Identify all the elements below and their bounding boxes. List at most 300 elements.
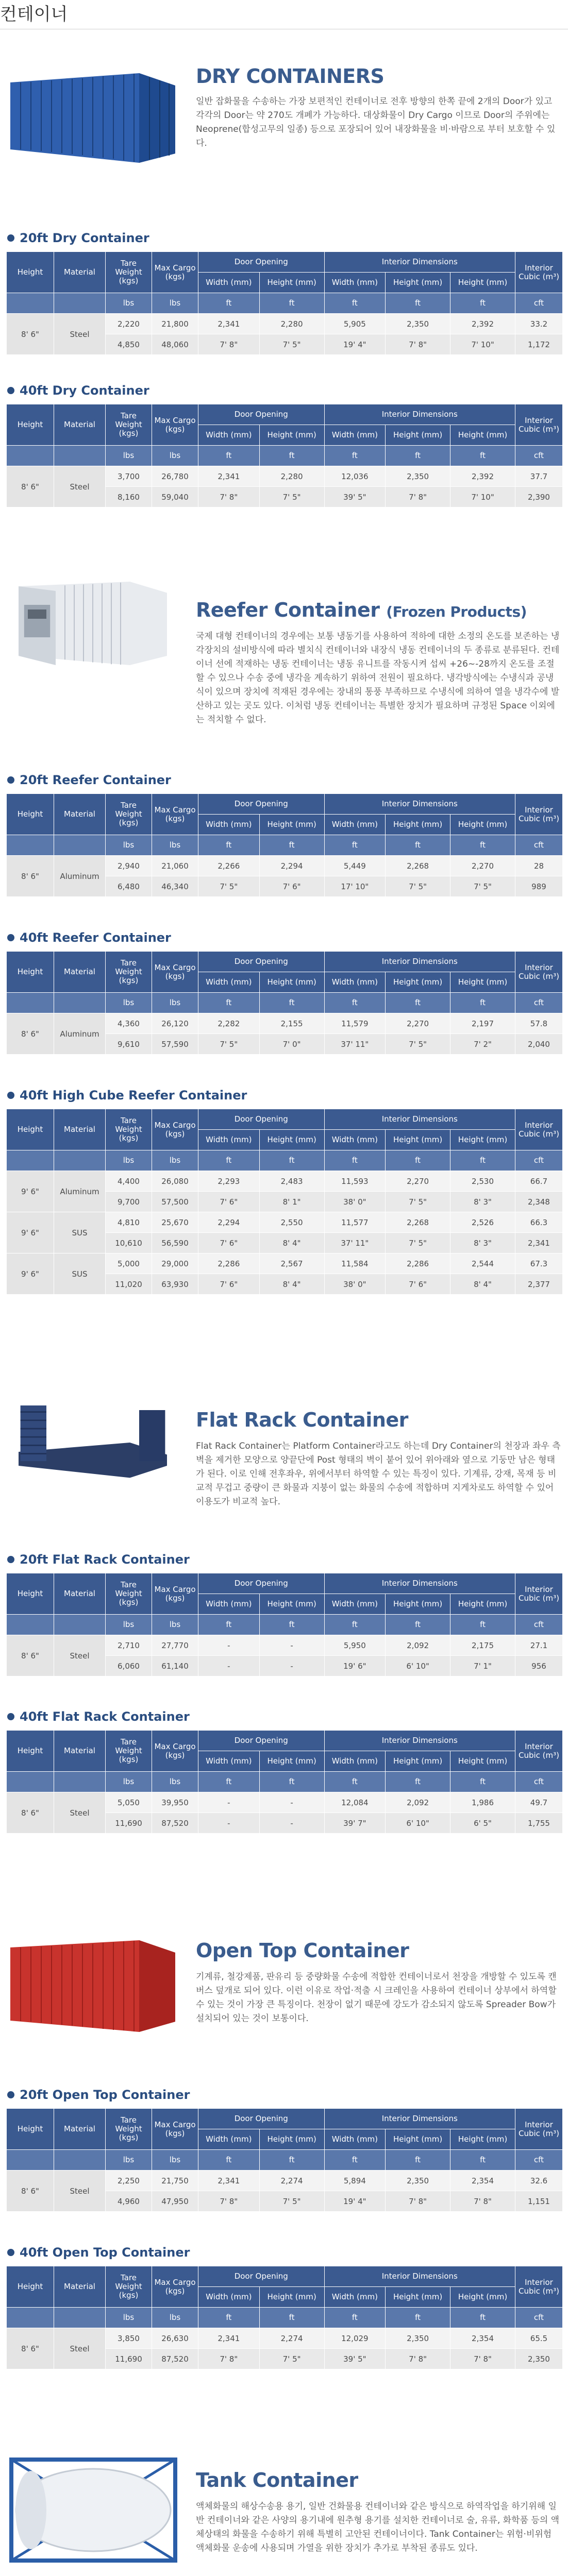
- table-cell: 27.1: [515, 1635, 563, 1656]
- table-header-cell: Door Opening: [198, 2109, 325, 2129]
- table-cell: 7' 6": [198, 1192, 260, 1212]
- table-header-cell: ft: [198, 293, 260, 314]
- page-title: 컨테이너: [0, 4, 68, 25]
- table-cell: 49.7: [515, 1792, 563, 1813]
- table-cell: 2,155: [259, 1013, 324, 1034]
- table-header-cell: Height: [7, 1573, 54, 1615]
- table-header-cell: Width (mm): [324, 273, 386, 293]
- table-header-cell: ft: [198, 1772, 260, 1792]
- table-header-cell: [7, 2150, 54, 2171]
- table-header-cell: [54, 1150, 106, 1171]
- dry-description: 일반 잡화물을 수송하는 가장 보편적인 컨테이너로 전후 방향의 한쪽 끝에 2개의 Door가 있고 각각의 Door는 약 270도 개폐가 가능하다. 대상화물이 Dry Cargo 이므로 Door의 주위에는 Neoprene(합성고무의 일종) 등으로 포장되어 있어 내장화물을 비·바람으로 부터 보호할 수 있다.: [196, 96, 556, 148]
- dry-container-image: [5, 62, 180, 165]
- table-cell: 989: [515, 876, 563, 897]
- table-cell: 8' 6": [7, 466, 54, 507]
- table-header-cell: Height (mm): [450, 1594, 515, 1615]
- open-title: Open Top Container: [196, 1939, 409, 1962]
- table-cell: 56,590: [152, 1233, 198, 1253]
- table-cell: 6,480: [106, 876, 152, 897]
- table-row: [7, 856, 563, 876]
- table-header-cell: Interior Dimensions: [324, 2109, 515, 2129]
- table-header-cell: Door Opening: [198, 2266, 325, 2287]
- table-cell: 2,348: [515, 1192, 563, 1212]
- table-cell: 37' 11": [324, 1034, 386, 1055]
- table-header-cell: ft: [386, 293, 450, 314]
- table-cell: 2,341: [198, 466, 260, 487]
- table-cell: 7' 5": [259, 2349, 324, 2369]
- table-cell: 2,270: [450, 856, 515, 876]
- section-title-reefer40: 40ft Reefer Container: [7, 930, 171, 945]
- table-header-cell: lbs: [106, 446, 152, 466]
- table-cell: 7' 0": [259, 1034, 324, 1055]
- table-cell: SUS: [54, 1212, 106, 1253]
- table-header-cell: ft: [386, 993, 450, 1013]
- bullet-icon: [7, 934, 14, 941]
- table-header-cell: ft: [198, 1150, 260, 1171]
- table-header-cell: [7, 293, 54, 314]
- table-cell: 7' 8": [386, 334, 450, 355]
- table-header-cell: ft: [324, 2150, 386, 2171]
- table-cell: 11,584: [324, 1253, 386, 1274]
- table-header-cell: Width (mm): [198, 2129, 260, 2150]
- flat-rack-container-image: [5, 1396, 180, 1489]
- table-cell: 7' 5": [259, 2191, 324, 2212]
- table-cell: 956: [515, 1656, 563, 1676]
- table-cell: -: [198, 1656, 260, 1676]
- section-title-dry40: 40ft Dry Container: [7, 383, 149, 398]
- table-cell: 39' 5": [324, 2349, 386, 2369]
- table-cell: -: [198, 1813, 260, 1834]
- table-cell: 2,175: [450, 1635, 515, 1656]
- table-cell: 2,483: [259, 1171, 324, 1192]
- bullet-icon: [7, 387, 14, 394]
- table-cell: -: [198, 1792, 260, 1813]
- bullet-icon: [7, 1556, 14, 1563]
- table-cell: 7' 8": [198, 2191, 260, 2212]
- table-header-cell: Width (mm): [198, 1751, 260, 1772]
- col-height: Height: [7, 252, 54, 293]
- table-header-cell: Material: [54, 404, 106, 446]
- table-header-cell: ft: [324, 1772, 386, 1792]
- table-cell: 67.3: [515, 1253, 563, 1274]
- table-header-cell: ft: [198, 2308, 260, 2328]
- table-cell: 2,350: [386, 2171, 450, 2191]
- table-header-cell: Max Cargo (kgs): [152, 404, 198, 446]
- table-header-cell: lbs: [106, 2150, 152, 2171]
- table-cell: 2,377: [515, 1274, 563, 1295]
- table-cell: 4,960: [106, 2191, 152, 2212]
- table-cell: Steel: [54, 314, 106, 355]
- table-row: [7, 1253, 563, 1274]
- table-header-cell: lbs: [106, 2308, 152, 2328]
- spec-table-reefer20: [6, 793, 563, 897]
- table-header-cell: ft: [386, 1772, 450, 1792]
- table-header-cell: Door Opening: [198, 1573, 325, 1594]
- table-cell: 3,700: [106, 466, 152, 487]
- table-header-cell: Width (mm): [198, 1594, 260, 1615]
- table-header-cell: Height (mm): [259, 273, 324, 293]
- table-cell: 26,080: [152, 1171, 198, 1192]
- table-cell: 2,294: [259, 856, 324, 876]
- table-header-cell: Interior Cubic (m³): [515, 1109, 563, 1150]
- table-header-cell: ft: [324, 2308, 386, 2328]
- tank-description: 액체화물의 해상수송용 용기, 일반 건화물용 컨테이너와 같은 방식으로 하역작업을 하기위해 일반 컨테이너와 같은 사양의 용기내에 원추형 용기를 설치한 컨테이너로 술, 유류, 화학품 등의 액체상태의 화물을 수송하기 위해 특별히 고안된 컨테이너이다. Tank Container는 위험·비위험 액체화물 운송에 사용되며 가열을 위한 장치가 추가로 부착된 종류도 있다.: [196, 2501, 560, 2553]
- table-header-cell: ft: [259, 1150, 324, 1171]
- table-header-cell: ft: [324, 293, 386, 314]
- table-header-cell: Material: [54, 1731, 106, 1772]
- table-header-cell: Interior Cubic (m³): [515, 1731, 563, 1772]
- table-cell: Steel: [54, 466, 106, 507]
- table-header-cell: Height (mm): [450, 273, 515, 293]
- table-header-cell: Interior Dimensions: [324, 794, 515, 815]
- bullet-icon: [7, 234, 14, 242]
- table-header-cell: ft: [324, 835, 386, 856]
- table-cell: 9' 6": [7, 1212, 54, 1253]
- table-cell: 87,520: [152, 1813, 198, 1834]
- table-cell: 2,341: [515, 1233, 563, 1253]
- table-cell: 7' 10": [450, 334, 515, 355]
- table-header-cell: [7, 446, 54, 466]
- table-header-cell: lbs: [152, 1772, 198, 1792]
- table-header-cell: Interior Cubic (m³): [515, 952, 563, 993]
- table-cell: 9' 6": [7, 1253, 54, 1295]
- section-title-flat20: 20ft Flat Rack Container: [7, 1552, 190, 1567]
- table-header-cell: Door Opening: [198, 404, 325, 425]
- table-cell: 5,905: [324, 314, 386, 334]
- table-cell: 11,593: [324, 1171, 386, 1192]
- table-cell: 7' 6": [198, 1233, 260, 1253]
- table-header-cell: Interior Dimensions: [324, 404, 515, 425]
- table-header-cell: lbs: [152, 2308, 198, 2328]
- table-header-cell: Height (mm): [450, 425, 515, 446]
- table-cell: 39' 7": [324, 1813, 386, 1834]
- table-header-cell: Width (mm): [198, 273, 260, 293]
- table-cell: 39,950: [152, 1792, 198, 1813]
- table-cell: Aluminum: [54, 1013, 106, 1055]
- table-cell: 2,350: [386, 2328, 450, 2349]
- bullet-icon: [7, 1713, 14, 1720]
- table-header-cell: ft: [259, 446, 324, 466]
- table-row: [7, 1171, 563, 1192]
- table-cell: SUS: [54, 1253, 106, 1295]
- table-cell: 21,060: [152, 856, 198, 876]
- table-header-cell: ft: [198, 446, 260, 466]
- col-interior: Interior Dimensions: [324, 252, 515, 273]
- table-cell: 2,092: [386, 1635, 450, 1656]
- table-header-cell: ft: [259, 1615, 324, 1635]
- table-cell: 19' 6": [324, 1656, 386, 1676]
- table-cell: 1,986: [450, 1792, 515, 1813]
- table-header-cell: ft: [259, 835, 324, 856]
- table-header-cell: Tare Weight (kgs): [106, 952, 152, 993]
- table-cell: 25,670: [152, 1212, 198, 1233]
- table-cell: 2,341: [198, 314, 260, 334]
- table-cell: 2,390: [515, 487, 563, 507]
- table-cell: 4,360: [106, 1013, 152, 1034]
- table-header-cell: ft: [324, 446, 386, 466]
- table-header-cell: Height (mm): [386, 815, 450, 835]
- table-cell: 5,950: [324, 1635, 386, 1656]
- table-header-cell: Tare Weight (kgs): [106, 404, 152, 446]
- table-cell: 5,050: [106, 1792, 152, 1813]
- table-header-cell: Material: [54, 952, 106, 993]
- table-cell: 8' 4": [259, 1274, 324, 1295]
- table-row: [7, 2328, 563, 2349]
- table-header-cell: Height (mm): [259, 2129, 324, 2150]
- table-header-cell: Height (mm): [386, 1594, 450, 1615]
- table-header-cell: Interior Cubic (m³): [515, 794, 563, 835]
- table-header-cell: Width (mm): [198, 1130, 260, 1150]
- table-header-cell: Max Cargo (kgs): [152, 2109, 198, 2150]
- table-cell: 2,268: [386, 1212, 450, 1233]
- table-cell: 2,270: [386, 1013, 450, 1034]
- table-cell: 2,350: [515, 2349, 563, 2369]
- table-header-cell: Height (mm): [386, 1130, 450, 1150]
- table-header-cell: [7, 1615, 54, 1635]
- table-cell: 7' 8": [198, 2349, 260, 2369]
- table-cell: 4,850: [106, 334, 152, 355]
- table-header-cell: lbs: [106, 993, 152, 1013]
- table-header-cell: ft: [450, 993, 515, 1013]
- table-cell: 7' 5": [450, 876, 515, 897]
- table-cell: 9' 6": [7, 1171, 54, 1212]
- table-header-cell: Height (mm): [450, 815, 515, 835]
- table-cell: 33.2: [515, 314, 563, 334]
- table-header-cell: Max Cargo (kgs): [152, 952, 198, 993]
- table-cell: 26,630: [152, 2328, 198, 2349]
- table-header-cell: ft: [198, 2150, 260, 2171]
- table-cell: 2,544: [450, 1253, 515, 1274]
- table-row: [7, 1212, 563, 1233]
- table-cell: 7' 5": [259, 487, 324, 507]
- table-cell: 2,350: [386, 466, 450, 487]
- table-header-cell: Height (mm): [259, 1130, 324, 1150]
- table-header-cell: cft: [515, 2150, 563, 2171]
- table-header-cell: Interior Cubic (m³): [515, 1573, 563, 1615]
- table-row: [7, 1635, 563, 1656]
- table-cell: 7' 8": [198, 334, 260, 355]
- table-header-cell: Interior Dimensions: [324, 1109, 515, 1130]
- table-cell: 2,040: [515, 1034, 563, 1055]
- table-cell: 37.7: [515, 466, 563, 487]
- table-header-cell: [54, 446, 106, 466]
- table-cell: 2,282: [198, 1013, 260, 1034]
- table-header-cell: Width (mm): [324, 2129, 386, 2150]
- table-header-cell: ft: [259, 993, 324, 1013]
- table-header-cell: cft: [515, 1150, 563, 1171]
- table-cell: 2,280: [259, 314, 324, 334]
- table-cell: 46,340: [152, 876, 198, 897]
- table-cell: 4,810: [106, 1212, 152, 1233]
- table-cell: 2,392: [450, 466, 515, 487]
- spec-table-open40: [6, 2266, 563, 2369]
- table-header-cell: Door Opening: [198, 952, 325, 972]
- section-title-reefer20: 20ft Reefer Container: [7, 773, 171, 787]
- bullet-icon: [7, 776, 14, 784]
- table-header-cell: ft: [450, 1150, 515, 1171]
- spec-table-dry20: [6, 251, 563, 355]
- table-cell: 7' 5": [259, 334, 324, 355]
- table-header-cell: Door Opening: [198, 1731, 325, 1751]
- table-cell: 2,530: [450, 1171, 515, 1192]
- table-cell: 37' 11": [324, 1233, 386, 1253]
- table-header-cell: Height (mm): [450, 2129, 515, 2150]
- table-header-cell: lbs: [106, 1615, 152, 1635]
- tank-title: Tank Container: [196, 2469, 358, 2492]
- table-cell: 5,449: [324, 856, 386, 876]
- table-cell: 2,286: [198, 1253, 260, 1274]
- table-cell: 7' 8": [386, 2349, 450, 2369]
- table-header-cell: Height (mm): [386, 972, 450, 993]
- table-header-cell: Width (mm): [198, 2287, 260, 2308]
- table-cell: 8' 6": [7, 1013, 54, 1055]
- table-header-cell: Width (mm): [324, 1751, 386, 1772]
- table-cell: 19' 4": [324, 334, 386, 355]
- table-header-cell: ft: [450, 293, 515, 314]
- table-cell: 32.6: [515, 2171, 563, 2191]
- table-header-cell: ft: [324, 1150, 386, 1171]
- table-cell: 39' 5": [324, 487, 386, 507]
- table-cell: 7' 8": [386, 487, 450, 507]
- table-header-cell: ft: [259, 1772, 324, 1792]
- table-cell: 2,354: [450, 2328, 515, 2349]
- col-max: Max Cargo (kgs): [152, 252, 198, 293]
- table-cell: 8' 4": [259, 1233, 324, 1253]
- table-header-cell: ft: [450, 835, 515, 856]
- table-cell: 8' 3": [450, 1233, 515, 1253]
- reefer-description: 국제 대형 컨테이너의 경우에는 보통 냉동기를 사용하여 적하에 대한 소정의 온도를 보존하는 냉각장치의 설비방식에 따라 별치식 컨테이너와 내장식 냉동 컨테이너의 두 종류로 분류된다. 컨테이너 선에 적재하는 냉동 컨테이너는 냉동 유니트를 작동시켜 섭씨 +26~-28까지 온도를 조절할 수 있으나 수송 중에 냉각을 계속하기 위하여 전원이 필요하다. 냉각방식에는 수냉식과 공냉식이 있으며 장치에 적재된 경우에는 장내의 통풍 부족하므로 수냉식에 의하여 열을 냉각수에 발산하고 있는 곳도 있다. 이처럼 냉동 컨테이너는 특별한 장치가 필요하며 규정된 Space 이외에는 적치할 수 없다.: [196, 631, 560, 725]
- table-cell: 7' 5": [386, 1192, 450, 1212]
- table-header-cell: Interior Dimensions: [324, 1573, 515, 1594]
- table-cell: 9,610: [106, 1034, 152, 1055]
- table-cell: 7' 5": [198, 1034, 260, 1055]
- table-cell: 6' 10": [386, 1656, 450, 1676]
- table-cell: 6' 10": [386, 1813, 450, 1834]
- table-cell: 27,770: [152, 1635, 198, 1656]
- table-cell: Steel: [54, 1635, 106, 1676]
- table-header-cell: ft: [386, 1615, 450, 1635]
- table-cell: 2,250: [106, 2171, 152, 2191]
- table-cell: 57,500: [152, 1192, 198, 1212]
- spec-table-flat20: [6, 1573, 563, 1676]
- table-header-cell: Width (mm): [198, 815, 260, 835]
- table-header-cell: Height (mm): [450, 1751, 515, 1772]
- table-header-cell: ft: [198, 1615, 260, 1635]
- flat-description: Flat Rack Container는 Platform Container라고도 하는데 Dry Container의 천장과 좌우 측벽을 제거한 모양으로 양끝단에 Post 형태의 벽이 붙어 있어 위아래와 옆으로 기둥만 남은 형태가 된다. 이로 인해 전후좌우, 위에서부터 하역할 수 있는 특징이 있다. 기계류, 강재, 목재 등 비교적 무겁고 중량이 큰 화물과 지붕이 없는 화물의 수송에 적합하며 지게차로도 하역할 수 있어 이용도가 비교적 높다.: [196, 1441, 561, 1507]
- table-cell: 2,710: [106, 1635, 152, 1656]
- tank-container-image: [5, 2452, 180, 2566]
- table-cell: 1,755: [515, 1813, 563, 1834]
- spec-table-dry40: [6, 404, 563, 507]
- table-cell: 11,690: [106, 2349, 152, 2369]
- table-cell: 38' 0": [324, 1192, 386, 1212]
- table-header-cell: cft: [515, 835, 563, 856]
- table-header-cell: Material: [54, 1109, 106, 1150]
- table-header-cell: Height (mm): [450, 1130, 515, 1150]
- table-cell: 7' 6": [259, 876, 324, 897]
- table-cell: 48,060: [152, 334, 198, 355]
- table-header-cell: Tare Weight (kgs): [106, 2266, 152, 2308]
- table-cell: 12,036: [324, 466, 386, 487]
- table-header-cell: lbs: [152, 993, 198, 1013]
- table-header-cell: Width (mm): [324, 2287, 386, 2308]
- table-cell: 19' 4": [324, 2191, 386, 2212]
- table-header-cell: Width (mm): [198, 972, 260, 993]
- table-header-cell: ft: [198, 993, 260, 1013]
- table-header-cell: Tare Weight (kgs): [106, 1573, 152, 1615]
- table-cell: 26,120: [152, 1013, 198, 1034]
- table-header-cell: lbs: [152, 446, 198, 466]
- table-cell: 12,084: [324, 1792, 386, 1813]
- table-cell: 63,930: [152, 1274, 198, 1295]
- spec-table-reefer40: [6, 951, 563, 1055]
- bullet-icon: [7, 2091, 14, 2098]
- table-header-cell: Max Cargo (kgs): [152, 2266, 198, 2308]
- table-header-cell: Max Cargo (kgs): [152, 1109, 198, 1150]
- table-cell: 8' 6": [7, 2328, 54, 2369]
- table-header-cell: [54, 2150, 106, 2171]
- table-header-cell: Tare Weight (kgs): [106, 794, 152, 835]
- table-cell: 4,400: [106, 1171, 152, 1192]
- table-header-cell: [54, 293, 106, 314]
- table-header-cell: ft: [324, 993, 386, 1013]
- table-header-cell: Height (mm): [259, 425, 324, 446]
- table-cell: 9,700: [106, 1192, 152, 1212]
- table-header-cell: Height: [7, 2266, 54, 2308]
- table-cell: 47,950: [152, 2191, 198, 2212]
- table-header-cell: cft: [515, 1615, 563, 1635]
- table-header-cell: Height: [7, 794, 54, 835]
- table-cell: 2,294: [198, 1212, 260, 1233]
- table-cell: 7' 6": [198, 1274, 260, 1295]
- table-header-cell: Width (mm): [324, 1130, 386, 1150]
- table-header-cell: ft: [386, 1150, 450, 1171]
- table-header-cell: Interior Cubic (m³): [515, 404, 563, 446]
- col-tare: Tare Weight (kgs): [106, 252, 152, 293]
- table-header-cell: Height (mm): [259, 1751, 324, 1772]
- table-cell: 11,577: [324, 1212, 386, 1233]
- table-cell: 2,268: [386, 856, 450, 876]
- table-header-cell: [54, 993, 106, 1013]
- table-header-cell: [7, 2308, 54, 2328]
- table-cell: 57.8: [515, 1013, 563, 1034]
- table-cell: 7' 6": [386, 1274, 450, 1295]
- table-header-cell: Width (mm): [198, 425, 260, 446]
- table-header-cell: Width (mm): [324, 1594, 386, 1615]
- table-header-cell: Max Cargo (kgs): [152, 794, 198, 835]
- table-header-cell: Height: [7, 1731, 54, 1772]
- bullet-icon: [7, 2249, 14, 2256]
- table-cell: 8' 6": [7, 314, 54, 355]
- reefer-title: Reefer Container (Frozen Products): [196, 599, 527, 621]
- table-cell: -: [198, 1635, 260, 1656]
- table-cell: 8' 4": [450, 1274, 515, 1295]
- table-header-cell: lbs: [106, 1150, 152, 1171]
- table-row: [7, 466, 563, 487]
- table-header-cell: Door Opening: [198, 1109, 325, 1130]
- table-cell: 8' 6": [7, 1635, 54, 1676]
- table-cell: 11,020: [106, 1274, 152, 1295]
- table-cell: 2,220: [106, 314, 152, 334]
- table-header-cell: Material: [54, 2266, 106, 2308]
- table-header-cell: Interior Dimensions: [324, 2266, 515, 2287]
- table-header-cell: Height (mm): [386, 2129, 450, 2150]
- table-cell: 17' 10": [324, 876, 386, 897]
- table-cell: Aluminum: [54, 1171, 106, 1212]
- table-cell: 2,550: [259, 1212, 324, 1233]
- table-cell: 2,280: [259, 466, 324, 487]
- table-header-cell: Width (mm): [324, 972, 386, 993]
